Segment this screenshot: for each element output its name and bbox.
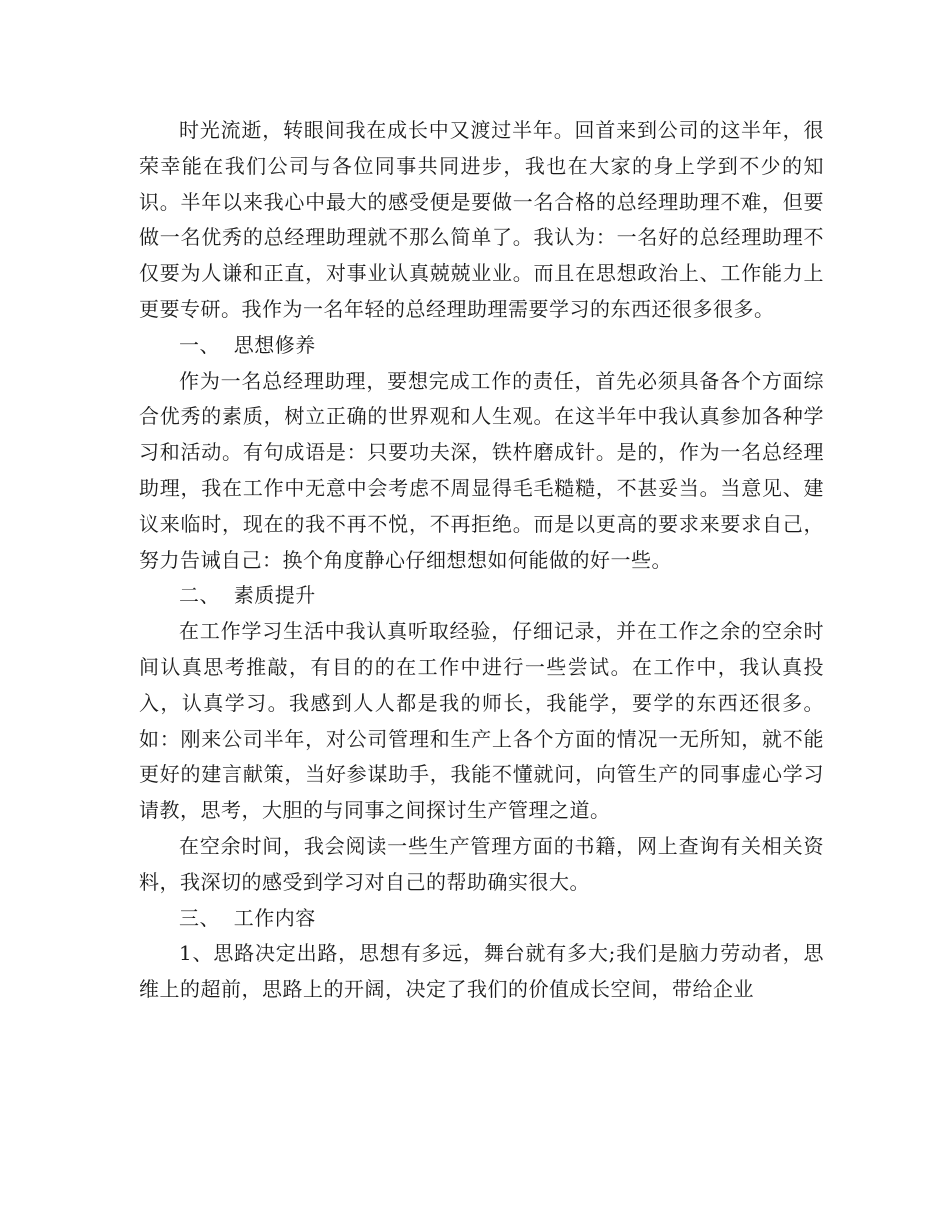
document-body bbox=[139, 113, 824, 1008]
paragraph-quality: 在工作学习生活中我认真听取经验，仔细记录，并在工作之余的空余时间认真思考推敲，有目的的在工作中进行一些尝试。在工作中，我认真投入，认真学习。我感到人人都是我的师长，我能学，要学的东西还很多。如：刚来公司半年，对公司管理和生产上各个方面的情况一无所知，就不能更好的建言献策，当好参谋助手，我能不懂就问，向管生产的同事虚心学习请教，思考，大胆的与同事之间探讨生产管理之道。 bbox=[139, 619, 824, 823]
paragraph-work-1: 1、思路决定出路，思想有多远，舞台就有多大;我们是脑力劳动者，思维上的超前，思路上的开阔，决定了我们的价值成长空间，带给企业 bbox=[139, 941, 824, 1002]
paragraph-ideology: 作为一名总经理助理，要想完成工作的责任，首先必须具备各个方面综合优秀的素质，树立正确的世界观和人生观。在这半年中我认真参加各种学习和活动。有句成语是：只要功夫深，铁杵磨成针。是的，作为一名总经理助理，我在工作中无意中会考虑不周显得毛毛糙糙，不甚妥当。当意见、建议来临时，现在的我不再不悦，不再拒绝。而是以更高的要求来要求自己，努力告诫自己：换个角度静心仔细想想如何能做的好一些。 bbox=[139, 368, 824, 572]
section-heading-quality: 二、 素质提升 bbox=[179, 583, 316, 608]
paragraph-intro: 时光流逝，转眼间我在成长中又渡过半年。回首来到公司的这半年，很荣幸能在我们公司与各位同事共同进步，我也在大家的身上学到不少的知识。半年以来我心中最大的感受便是要做一名合格的总经理助理不难，但要做一名优秀的总经理助理就不那么简单了。我认为：一名好的总经理助理不仅要为人谦和正直，对事业认真兢兢业业。而且在思想政治上、工作能力上更要专研。我作为一名年轻的总经理助理需要学习的东西还很多很多。 bbox=[139, 118, 824, 321]
paragraph-spare-time: 在空余时间，我会阅读一些生产管理方面的书籍，网上查询有关相关资料，我深切的感受到学习对自己的帮助确实很大。 bbox=[139, 833, 824, 894]
section-heading-ideology: 一、 思想修养 bbox=[179, 332, 316, 357]
section-heading-work: 三、 工作内容 bbox=[179, 905, 316, 930]
